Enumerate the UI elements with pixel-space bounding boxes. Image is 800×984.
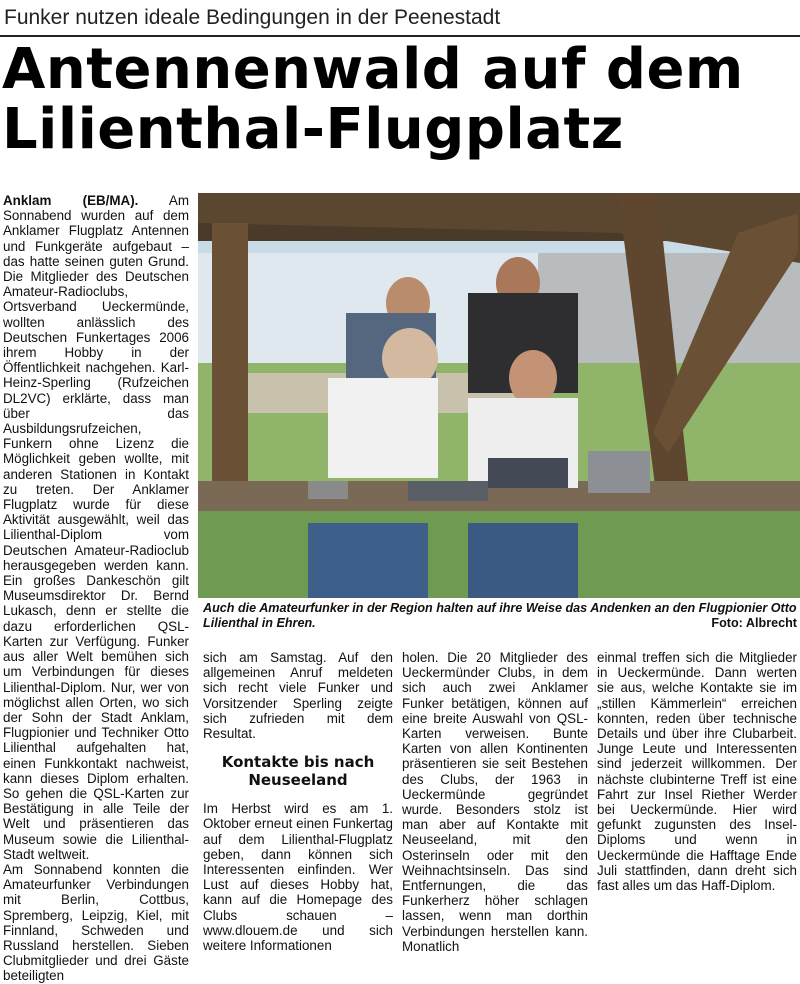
column-2-paragraph-2: Im Herbst wird es am 1. Oktober erneut einen Funkertag auf dem Lilienthal-Flugplatz geben, dann können sich Interessenten einfinden. Wer Lust auf dieses Hobby hat, kann auf die Homepage des Clubs schauen – www.dlouem.de und sich weitere Informationen — [203, 801, 393, 954]
subheading: Kontakte bis nach Neuseeland — [221, 753, 375, 790]
caption-text: Auch die Amateurfunker in der Region halten auf ihre Weise das Andenken an den Flugpionier Otto Lilienthal in Ehren. — [203, 601, 797, 630]
column-4-paragraph: einmal treffen sich die Mitglieder in Ueckermünde. Dann werten sie aus, welche Kontakte sie im „stillen Kämmerlein“ erreichen konnten, reden über technische Details und über ihre Clubarbeit. Junge Leute und Interessenten sind jederzeit willkommen. Der nächste clubinterne Treff ist eine Fahrt zur Insel Riether Werder bei Ueckermünde. Hier wird gefunkt zugunsten des Insel-Diploms und wenn in Ueckermünde die Hafftage Ende Juli stattfinden, dann dreht sich fast alles um das Haff-Diplom. — [597, 650, 797, 894]
article-column-3 — [402, 650, 588, 954]
photo-illustration — [198, 193, 800, 598]
column-3-paragraph: holen. Die 20 Mitglieder des Ueckermünder Clubs, in dem sich auch zwei Anklamer Funker betätigen, können auf eine breite Auswahl von QSL-Karten verweisen. Bunte Karten von allen Kontinenten präsentieren sie seit Bestehen des Clubs, der 1963 in Ueckermünde gegründet wurde. Besonders stolz ist man aber auf Kontakte mit Neuseeland, mit den Osterinseln oder mit den Weihnachtsinseln. Das sind Entfernungen, die das Funkerherz höher schlagen lassen, wenn man dorthin Verbindungen herstellen kann. Monatlich — [402, 650, 588, 954]
kicker: Funker nutzen ideale Bedingungen in der Peenestadt — [4, 6, 501, 29]
headline-line-2: Lilienthal-Flugplatz — [2, 97, 624, 162]
dateline: Anklam (EB/MA). — [3, 193, 139, 208]
article-paragraph-2: Am Sonnabend konnten die Amateurfunker Verbindungen mit Berlin, Cottbus, Spremberg, Leipzig, Kiel, mit Finnland, Schweden und Russland herstellen. Sieben Clubmitglieder und drei Gäste beteiligten — [3, 861, 189, 984]
article-photo — [198, 193, 800, 598]
photo-credit: Foto: Albrecht — [711, 616, 797, 630]
paragraph-1-text: Am Sonnabend wurden auf dem Anklamer Flugplatz Antennen und Funkgeräte aufgebaut – das hatte seinen guten Grund. Die Mitglieder des Deutschen Amateur-Radioclubs, Ortsverband Ueckermünde, wollten anlässlich des Deutschen Funkertages 2006 ihrem Hobby in der Öffentlichkeit nachgehen. Karl-Heinz-Sperling (Rufzeichen DL2VC) erklärte, dass man über das Ausbildungsrufzeichen, Funkern ohne Lizenz die Möglichkeit geben wollte, mit anderen Stationen in Kontakt zu treten. Der Anklamer Flugplatz wurde für diese Aktivität ausgewählt, weil das Lilienthal-Diplom vom Deutschen Amateur-Radioclub herausgegeben werden kann. Ein großes Dankeschön gilt Museumsdirektor Dr. Bernd Lukasch, denn er stellte die dazu erforderlichen QSL-Karten zur Verfügung. Funker aus aller Welt bemühen sich um Verbindungen für dieses Lilienthal-Diplom. Nur, wer von möglichst allen Orten, wo sich der Sohn der Stadt Anklam, Flugpionier und Techniker Otto Lilienthal aufgehalten hat, einen Funkkontakt nachweist, kann dieses Diplom erhalten. So gehen die QSL-Karten zur Bestätigung in alle Teile der Welt und präsentieren das Museum sowie die Lilienthal-Stadt weltweit. — [3, 193, 189, 862]
article-column-4 — [597, 650, 797, 893]
headline-line-1: Antennenwald auf dem — [2, 37, 744, 102]
photo-caption — [203, 601, 797, 631]
column-2-paragraph-1: sich am Samstag. Auf den allgemeinen Anruf meldeten sich recht viele Funker und Vorsitzender Sperling zeigte sich zufrieden mit dem Resultat. — [203, 650, 393, 742]
article-column-1 — [3, 193, 189, 984]
headline — [2, 37, 798, 162]
article-paragraph-1 — [3, 193, 189, 862]
article-column-2 — [203, 650, 393, 953]
